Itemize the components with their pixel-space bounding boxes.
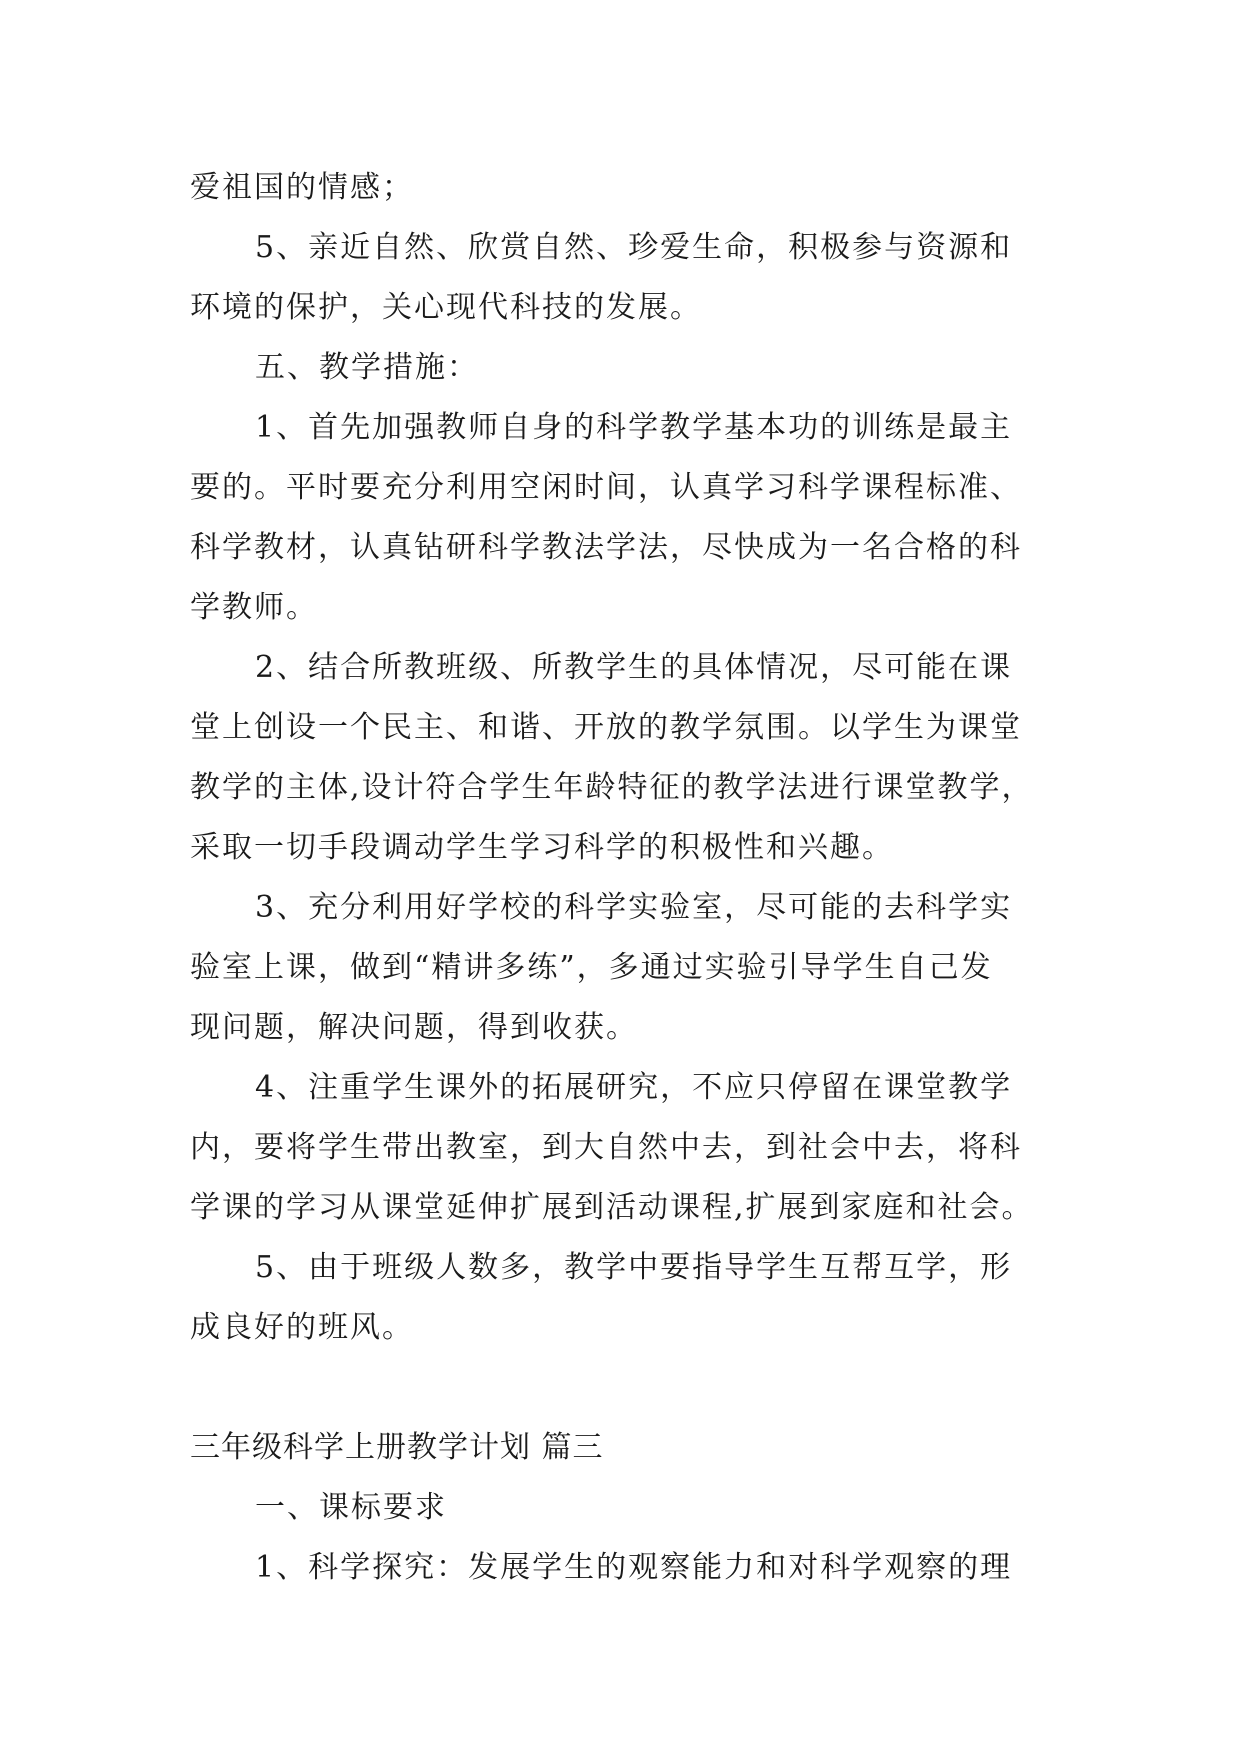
text-line: 4、注重学生课外的拓展研究，不应只停留在课堂教学: [255, 1070, 1013, 1105]
text-line: 内，要将学生带出教室，到大自然中去，到社会中去，将科: [190, 1130, 1022, 1165]
section-spacer: [190, 1358, 1060, 1418]
text-line: 五、教学措施：: [255, 350, 479, 385]
text-line: 验室上课，做到“精讲多练”，多通过实验引导学生自己发: [190, 950, 993, 985]
text-line: 现问题，解决问题，得到收获。: [190, 1010, 638, 1045]
text-line: 3、充分利用好学校的科学实验室，尽可能的去科学实: [255, 890, 1013, 925]
text-line: 环境的保护，关心现代科技的发展。: [190, 290, 702, 325]
text-line: 学课的学习从课堂延伸扩展到活动课程,扩展到家庭和社会。: [190, 1190, 1034, 1225]
text-line: 爱祖国的情感；: [190, 170, 414, 205]
text-line: 教学的主体,设计符合学生年龄特征的教学法进行课堂教学，: [190, 770, 1034, 805]
text-line: 1、首先加强教师自身的科学教学基本功的训练是最主: [255, 410, 1013, 445]
text-line: 堂上创设一个民主、和谐、开放的教学氛围。以学生为课堂: [190, 710, 1022, 745]
text-block: [190, 1478, 1060, 1598]
text-line: 一、课标要求: [255, 1490, 447, 1525]
document-body: [190, 158, 1060, 1598]
text-line: 要的。平时要充分利用空闲时间，认真学习科学课程标准、: [190, 470, 1022, 505]
text-line: 学教师。: [190, 590, 318, 625]
text-line: 5、由于班级人数多，教学中要指导学生互帮互学，形: [255, 1250, 1013, 1285]
text-line: 成良好的班风。: [190, 1310, 414, 1345]
text-block: [190, 158, 1060, 1358]
text-line: 2、结合所教班级、所教学生的具体情况，尽可能在课: [255, 650, 1013, 685]
text-line: 科学教材，认真钻研科学教法学法，尽快成为一名合格的科: [190, 530, 1022, 565]
text-line: 5、亲近自然、欣赏自然、珍爱生命，积极参与资源和: [255, 230, 1013, 265]
text-line: 1、科学探究：发展学生的观察能力和对科学观察的理: [255, 1550, 1013, 1585]
text-line: 采取一切手段调动学生学习科学的积极性和兴趣。: [190, 830, 894, 865]
section-title: 三年级科学上册教学计划 篇三: [190, 1430, 604, 1465]
